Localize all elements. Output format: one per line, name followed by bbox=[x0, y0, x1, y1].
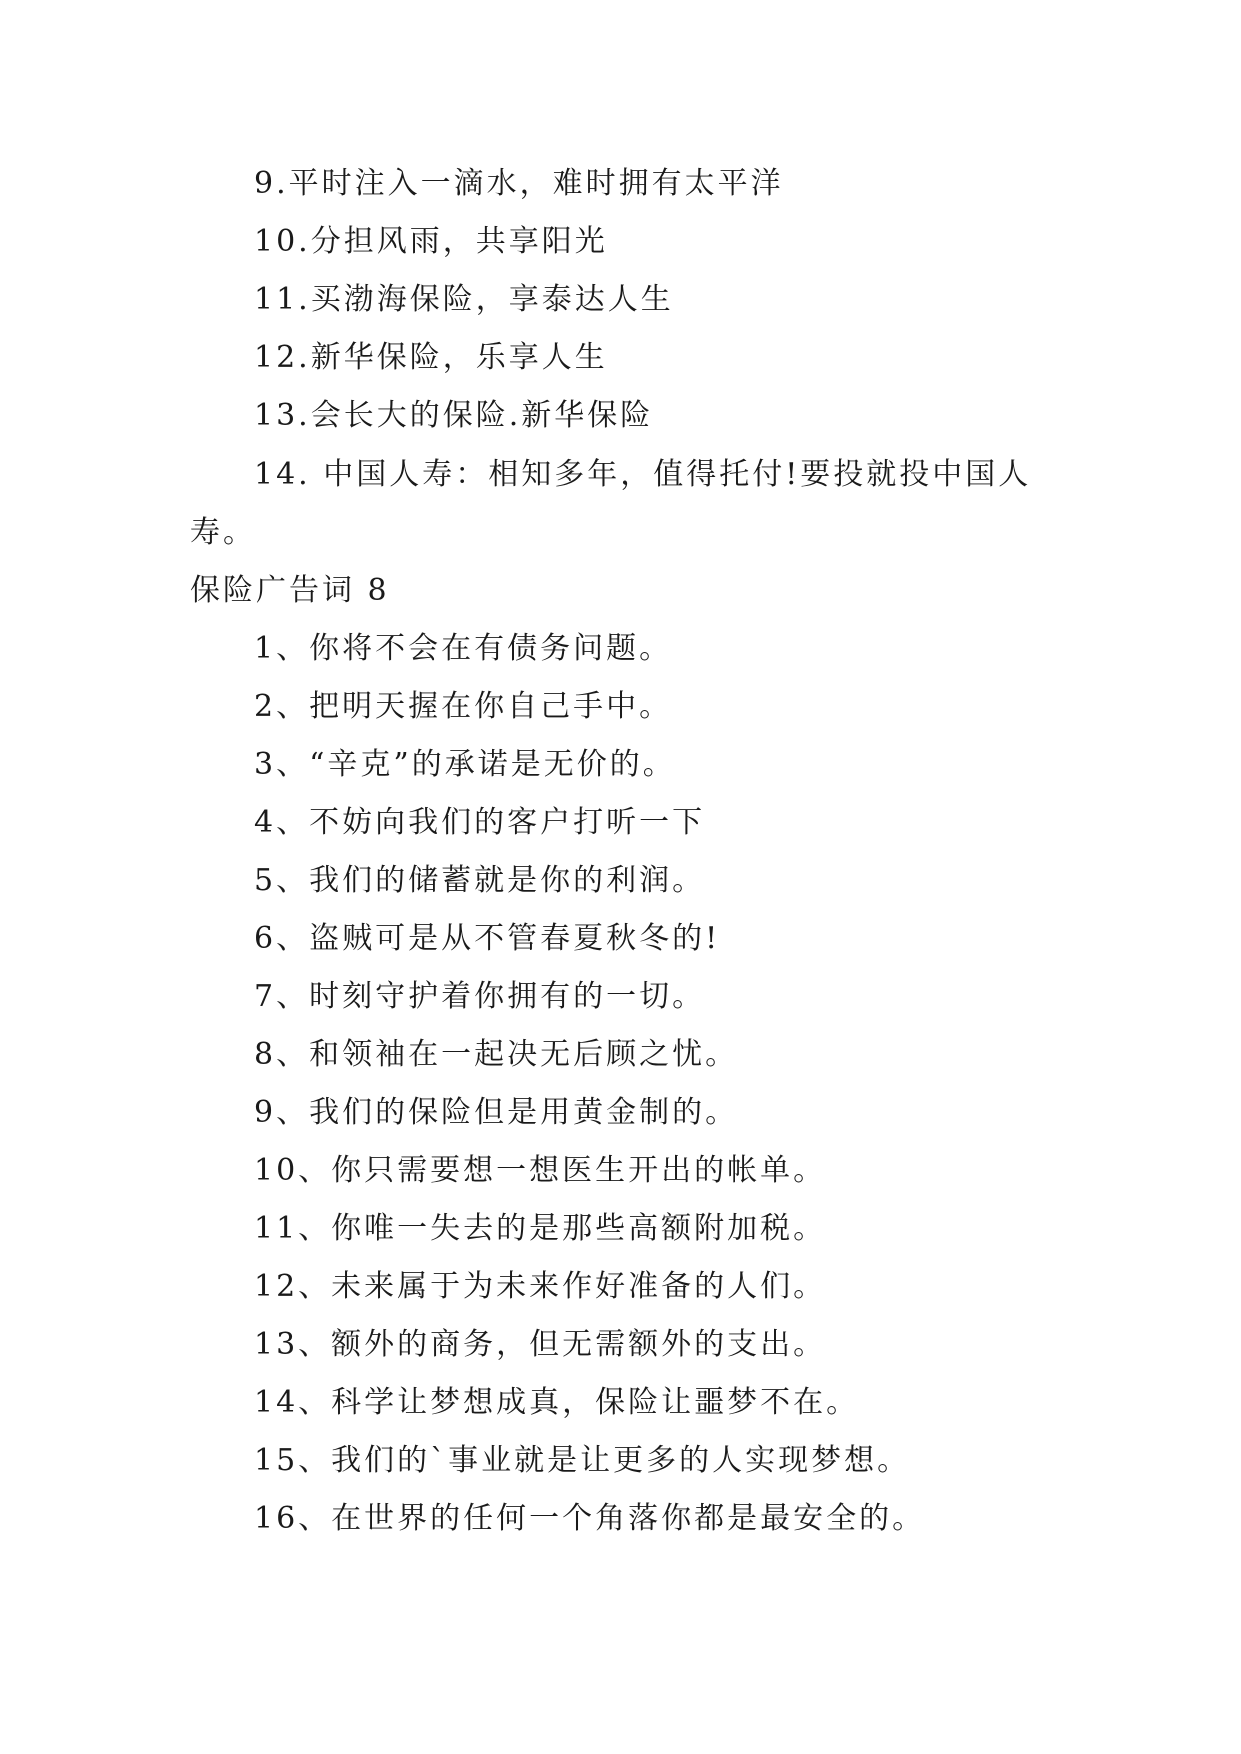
list-item: 3、“辛克”的承诺是无价的。 bbox=[254, 747, 676, 782]
list-item: 6、盗贼可是从不管春夏秋冬的! bbox=[254, 921, 721, 956]
list-item: 5、我们的储蓄就是你的利润。 bbox=[254, 863, 706, 898]
list-item: 10.分担风雨，共享阳光 bbox=[254, 224, 608, 259]
list-item: 13.会长大的保险.新华保险 bbox=[254, 398, 654, 433]
list-item: 9、我们的保险但是用黄金制的。 bbox=[254, 1095, 739, 1130]
list-item: 4、不妨向我们的客户打听一下 bbox=[254, 805, 706, 840]
list-item: 13、额外的商务，但无需额外的支出。 bbox=[254, 1327, 827, 1362]
list-item: 11、你唯一失去的是那些高额附加税。 bbox=[254, 1211, 827, 1246]
list-item: 14、科学让梦想成真，保险让噩梦不在。 bbox=[254, 1385, 860, 1420]
list-item: 2、把明天握在你自己手中。 bbox=[254, 689, 673, 724]
list-item-continuation: 寿。 bbox=[190, 515, 256, 550]
list-item: 10、你只需要想一想医生开出的帐单。 bbox=[254, 1153, 827, 1188]
list-item: 14. 中国人寿：相知多年，值得托付!要投就投中国人 bbox=[254, 457, 1032, 492]
list-item: 7、时刻守护着你拥有的一切。 bbox=[254, 979, 706, 1014]
list-item: 15、我们的`事业就是让更多的人实现梦想。 bbox=[254, 1443, 911, 1478]
list-item: 1、你将不会在有债务问题。 bbox=[254, 631, 673, 666]
list-item: 9.平时注入一滴水，难时拥有太平洋 bbox=[254, 166, 784, 201]
list-item: 12.新华保险，乐享人生 bbox=[254, 340, 608, 375]
list-item: 8、和领袖在一起决无后顾之忧。 bbox=[254, 1037, 739, 1072]
list-item: 12、未来属于为未来作好准备的人们。 bbox=[254, 1269, 827, 1304]
list-item: 16、在世界的任何一个角落你都是最安全的。 bbox=[254, 1501, 926, 1536]
section-heading: 保险广告词 8 bbox=[190, 573, 390, 608]
list-item: 11.买渤海保险，享泰达人生 bbox=[254, 282, 674, 317]
